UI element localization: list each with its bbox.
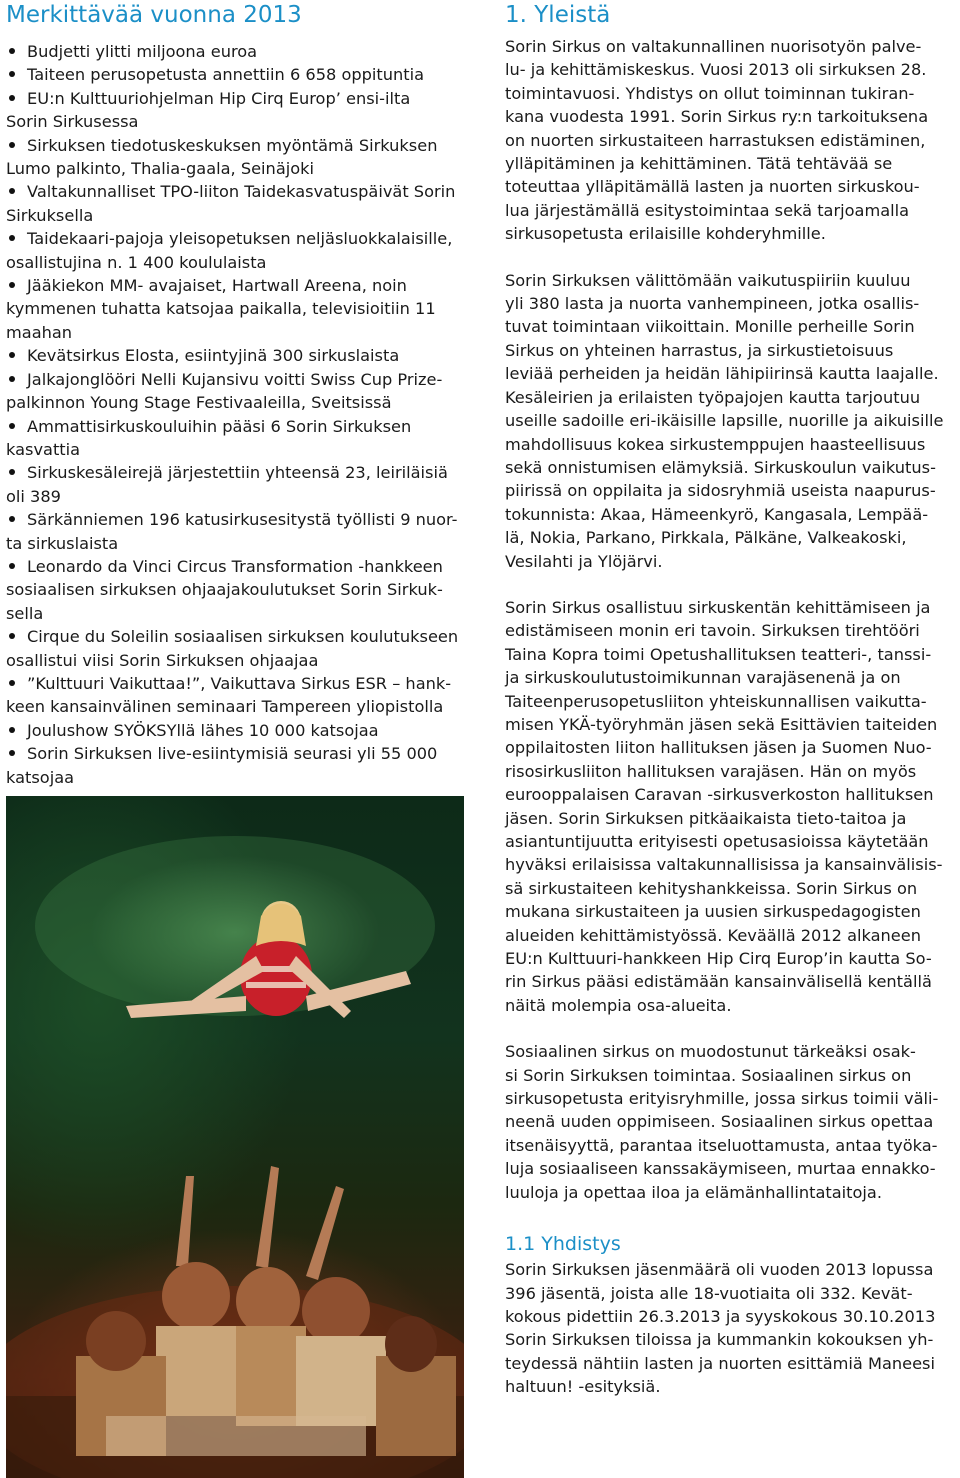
highlight-text: Sirkuksella [6,205,94,225]
highlight-text: maahan [6,322,73,342]
paragraph-line: itsenäisyyttä, parantaa itseluottamusta, antaa työka- [505,1135,938,1155]
highlight-line [6,227,464,250]
right-column [505,0,957,1399]
highlight-line [6,251,464,274]
paragraph-line: Taina Kopra toimi Opetushallituksen teatteri-, tanssi- [505,644,932,664]
body-paragraph [505,596,957,1017]
paragraph-line: lua järjestämällä esitystoimintaa sekä tarjoamalla [505,200,910,220]
bullet-icon [9,563,15,569]
highlight-line [6,204,464,227]
left-column [6,0,464,789]
paragraph-line: teydessä nähtiin lasten ja nuorten esittämiä Maneesi [505,1353,935,1373]
paragraph-line: Sorin Sirkus osallistuu sirkuskentän kehittämiseen ja [505,597,931,617]
highlight-text: Sirkuskesäleirejä järjestettiin yhteensä 23, leiriläisiä [27,463,448,483]
paragraph-line: jäsen. Sorin Sirkuksen pitkäaikaista tieto-taitoa ja [505,808,907,828]
paragraph-line: lu- ja kehittämiskeskus. Vuosi 2013 oli sirkuksen 28. [505,60,927,80]
highlight-text: EU:n Kulttuuriohjelman Hip Cirq Europ’ ensi-ilta [27,88,411,108]
highlight-text: Kevätsirkus Elosta, esiintyjinä 300 sirkuslaista [27,346,400,366]
paragraph-line: haltuun! -esityksiä. [505,1377,661,1397]
body-paragraph [505,269,957,573]
highlight-line [6,87,464,110]
paragraph-line: si Sorin Sirkuksen toimintaa. Sosiaalinen sirkus on [505,1065,912,1085]
bullet-icon [9,750,15,756]
highlight-text: Taiteen perusopetusta annettiin 6 658 oppituntia [27,65,425,85]
highlight-text: ”Kulttuuri Vaikuttaa!”, Vaikuttava Sirkus ESR – hank- [27,673,452,693]
subsection-title: 1.1 Yhdistys [505,1233,621,1256]
bullet-icon [9,352,15,358]
highlight-text: Taidekaari-pajoja yleisopetuksen neljäsluokkalaisille, [27,229,453,249]
highlight-line [6,63,464,86]
paragraph-line: yli 380 lasta ja nuorta vanhempineen, jotka osallis- [505,294,920,314]
paragraph-line: Vesilahti ja Ylöjärvi. [505,551,663,571]
paragraph-line: Kesäleirien ja erilaisten työpajojen kautta tarjoutuu [505,387,921,407]
highlight-text: Cirque du Soleilin sosiaalisen sirkuksen koulutukseen [27,627,459,647]
bullet-icon [9,282,15,288]
paragraph-line: oppilaitosten liiton hallituksen jäsen ja Suomen Nuo- [505,738,932,758]
paragraph-line: misen YKÄ-työryhmän jäsen sekä Esittävien taiteiden [505,714,938,734]
paragraph-line: on nuorten sirkustaiteen harrastuksen edistäminen, [505,130,926,150]
bullet-icon [9,469,15,475]
bullet-icon [9,516,15,522]
paragraph-line: kana vuodesta 1991. Sorin Sirkus ry:n tarkoituksena [505,107,929,127]
highlight-text: kasvattia [6,439,81,459]
highlight-line [6,485,464,508]
paragraph-line: mahdollisuus kokea sirkustemppujen haasteellisuus [505,434,926,454]
highlight-line [6,344,464,367]
paragraph-line: toteuttaa ylläpitämällä lasten ja nuorten sirkuskou- [505,177,920,197]
highlight-text: Särkänniemen 196 katusirkusesitystä työllisti 9 nuor- [27,510,458,530]
paragraph-line: Sosiaalinen sirkus on muodostunut tärkeäksi osak- [505,1042,916,1062]
highlight-line [6,415,464,438]
paragraph-line: lä, Nokia, Parkano, Pirkkala, Pälkäne, Valkeakoski, [505,528,907,548]
highlight-text: oli 389 [6,486,61,506]
paragraph-line: Sorin Sirkuksen jäsenmäärä oli vuoden 2013 lopussa [505,1260,934,1280]
circus-performance-illustration [6,796,464,1478]
highlight-text: osallistujina n. 1 400 koululaista [6,252,267,272]
highlight-line [6,368,464,391]
paragraph-line: sekä onnistumisen elämyksiä. Sirkuskoulun vaikutus- [505,457,936,477]
bullet-icon [9,633,15,639]
highlight-text: osallistui viisi Sorin Sirkuksen ohjaajaa [6,650,319,670]
highlight-text: Jalkajonglööri Nelli Kujansivu voitti Swiss Cup Prize- [27,369,443,389]
circus-performance-photo [6,796,464,1478]
highlight-line [6,508,464,531]
paragraph-line: eurooppalaisen Caravan -sirkusverkoston hallituksen [505,785,934,805]
paragraph-line: toimintavuosi. Yhdistys on ollut toiminnan tukiran- [505,83,915,103]
bullet-icon [9,680,15,686]
paragraph-line: EU:n Kulttuuri-hankkeen Hip Cirq Europ’in kautta So- [505,949,932,969]
highlight-text: Valtakunnalliset TPO-liiton Taidekasvatuspäivät Sorin [27,182,456,202]
highlight-text: palkinnon Young Stage Festivaaleilla, Sveitsissä [6,393,392,413]
body-paragraph [505,1040,957,1204]
paragraph-line: sirkusopetusta erilaisille kohderyhmille. [505,224,826,244]
bullet-icon [9,235,15,241]
paragraph-line: tokunnista: Akaa, Hämeenkyrö, Kangasala, Lempää- [505,504,929,524]
paragraph-line: ja sirkuskoulutustoimikunnan varajäsenenä ja on [505,668,901,688]
highlight-line [6,180,464,203]
highlight-text: Joulushow SYÖKSYllä lähes 10 000 katsojaa [27,720,379,740]
paragraph-line: neenä uuden oppimiseen. Sosiaalinen sirkus opettaa [505,1112,934,1132]
highlights-list [6,40,464,789]
highlight-text: sella [6,603,44,623]
highlight-line [6,321,464,344]
paragraph-line: useille sadoille eri-ikäisille lapsille, nuorille ja aikuisille [505,411,944,431]
bullet-icon [9,71,15,77]
highlight-text: ta sirkuslaista [6,533,119,553]
paragraph-line: kokous pidettiin 26.3.2013 ja syyskokous 30.10.2013 [505,1306,936,1326]
paragraph-line: sä sirkustaiteen kehityshankkeissa. Sorin Sirkus on [505,878,918,898]
highlight-line [6,274,464,297]
bullet-icon [9,423,15,429]
bullet-icon [9,142,15,148]
paragraph-line: asiantuntijuutta erityisesti opetusasioissa käytetään [505,832,929,851]
highlight-line [6,297,464,320]
bullet-icon [9,95,15,101]
section-title: 1. Yleistä [505,2,611,28]
highlight-line [6,625,464,648]
highlight-text: katsojaa [6,767,75,787]
highlight-line [6,695,464,718]
body-paragraph [505,35,957,246]
highlight-text: Budjetti ylitti miljoona euroa [27,42,258,61]
highlight-line [6,532,464,555]
highlight-line [6,157,464,180]
highlight-line [6,391,464,414]
paragraph-line: Taiteenperusopetusliiton yhteiskunnallisen vaikutta- [505,691,927,711]
paragraph-line: tuvat toimintaan viikoittain. Monille perheille Sorin [505,317,915,337]
section-body [505,35,957,1227]
highlight-text: Ammattisirkuskouluihin pääsi 6 Sorin Sirkuksen [27,416,412,436]
paragraph-line: 396 jäsentä, joista alle 18-vuotiaita oli 332. Kevät- [505,1283,913,1303]
highlight-text: Sorin Sirkusessa [6,112,139,132]
paragraph-line: luuloja ja opettaa iloa ja elämänhallintataitoja. [505,1182,882,1202]
highlight-line [6,719,464,742]
paragraph-line: luja sosiaaliseen kanssakäymiseen, murtaa ennakko- [505,1159,936,1179]
highlight-line [6,40,464,63]
bullet-icon [9,727,15,733]
highlight-line [6,134,464,157]
highlight-line [6,766,464,789]
highlight-line [6,578,464,601]
highlights-title: Merkittävää vuonna 2013 [6,2,302,28]
highlight-line [6,555,464,578]
highlight-text: Leonardo da Vinci Circus Transformation -hankkeen [27,556,443,576]
paragraph-line: leviää perheiden ja heidän lähipiirinsä kautta laajalle. [505,364,939,384]
highlight-text: keen kansainvälinen seminaari Tampereen yliopistolla [6,697,444,717]
subsection-body [505,1258,957,1398]
highlight-line [6,602,464,625]
highlight-line [6,461,464,484]
bullet-icon [9,48,15,54]
paragraph-line: hyväksi erilaisissa valtakunnallisissa ja kansainvälisis- [505,855,943,875]
paragraph-line: sirkusopetusta erityisryhmille, jossa sirkus toimii väli- [505,1089,939,1109]
highlight-line [6,649,464,672]
paragraph-line: Sirkus on yhteinen harrastus, ja sirkustietoisuus [505,340,894,360]
paragraph-line: Sorin Sirkus on valtakunnallinen nuorisotyön palve- [505,37,922,56]
bullet-icon [9,188,15,194]
paragraph-line: piirissä on oppilaita ja sidosryhmiä useista naapurus- [505,481,936,501]
highlight-text: Jääkiekon MM- avajaiset, Hartwall Areena, noin [27,276,407,296]
paragraph-line: risosirkusliiton hallituksen varajäsen. Hän on myös [505,761,917,781]
highlight-line [6,672,464,695]
paragraph-line: rin Sirkus pääsi edistämään kansainvälisellä kentällä [505,972,932,992]
highlight-text: kymmenen tuhatta katsojaa paikalla, televisioitiin 11 [6,299,436,319]
paragraph-line: alueiden kehittämistyössä. Keväällä 2012 alkaneen [505,925,921,945]
paragraph-line: edistämiseen monin eri tavoin. Sirkuksen tirehtööri [505,621,920,641]
highlight-text: sosiaalisen sirkuksen ohjaajakoulutukset Sorin Sirkuk- [6,580,443,600]
highlight-line [6,742,464,765]
highlight-text: Sirkuksen tiedotuskeskuksen myöntämä Sirkuksen [27,135,438,155]
bullet-icon [9,376,15,382]
highlight-line [6,438,464,461]
paragraph-line: ylläpitäminen ja kehittäminen. Tätä tehtävää se [505,154,893,174]
highlight-text: Sorin Sirkuksen live-esiintymisiä seurasi yli 55 000 [27,744,438,764]
paragraph-line: Sorin Sirkuksen välittömään vaikutuspiiriin kuuluu [505,270,911,290]
paragraph-line: Sorin Sirkuksen tiloissa ja kummankin kokouksen yh- [505,1330,934,1350]
paragraph-line: näitä molempia osa-alueita. [505,995,732,1015]
highlight-line [6,110,464,133]
paragraph-line: mukana sirkustaiteen ja uusien sirkuspedagogisten [505,902,921,922]
highlight-text: Lumo palkinto, Thalia-gaala, Seinäjoki [6,159,315,179]
